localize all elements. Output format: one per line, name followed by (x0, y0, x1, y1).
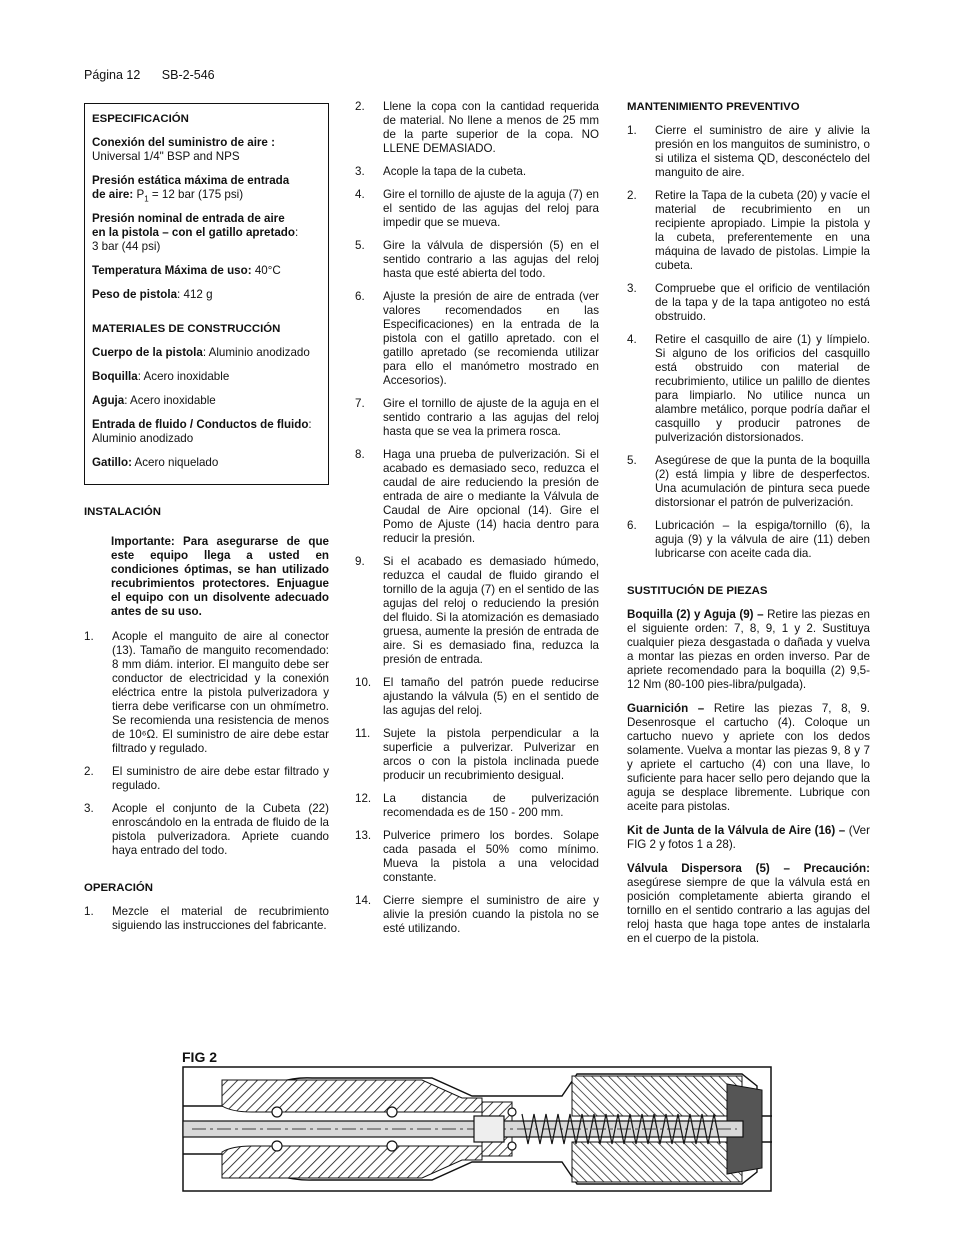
list-item (355, 727, 599, 783)
list-item-number: 5. (627, 454, 637, 467)
spec-static-pressure: Presión estática máxima de entrada de aire: $P_1 = 12$ bar (175 psi) (92, 174, 290, 204)
list-item-text: Asegúrese de que la punta de la boquilla (2) está limpia y libre de desperfectos. Una acumulación de pintura seca puede distorsionar el patrón de pulverización. (655, 454, 870, 509)
list-item-number: 1. (627, 124, 637, 137)
figure-title: FIG 2 (182, 1049, 218, 1065)
list-item (627, 454, 870, 510)
list-item (627, 519, 870, 561)
maintenance-title: MANTENIMIENTO PREVENTIVO (627, 101, 800, 113)
list-item (355, 555, 599, 667)
list-item-text: Retire el casquillo de aire (1) y límpielo. Si alguno de los orificios del casquillo está obstruido con material de recubrimiento, utilice un palillo de dientes para limpiarlo. No utilice nunca un alambre metálico, porque podría dañar el casquillo y producir patrones de pulverización distorsionados. (655, 333, 870, 444)
list-item (355, 448, 599, 546)
operation-steps-part2 (355, 100, 599, 936)
list-item-number: 6. (627, 519, 637, 532)
list-item-number: 2. (84, 765, 94, 778)
list-item-number: 2. (627, 189, 637, 202)
installation-title: INSTALACIÓN (84, 506, 161, 518)
replacement-air-valve-kit: Kit de Junta de la Válvula de Aire (16) – (Ver FIG 2 y fotos 1 a 28). (627, 824, 870, 851)
installation-important-note: Importante: Para asegurarse de que este equipo llega a usted en condiciones óptimas, se han utilizado recubrimientos protectores. Enjuague el equipo con un disolvente adecuado antes de su uso. (111, 535, 329, 618)
list-item-text: Gire la válvula de dispersión (5) en el sentido contrario a las agujas del reloj hasta que esté abierta del todo. (383, 239, 599, 280)
page-number: Página 12 (84, 68, 141, 82)
list-item-number: 14. (355, 894, 372, 907)
list-item-text: Lubricación – la espiga/tornillo (6), la aguja (9) y la válvula de aire (11) deben lubricarse con aceite cada dia. (655, 519, 870, 560)
list-item-number: 3. (84, 802, 94, 815)
spray-gun-cross-section-figure (182, 1066, 772, 1192)
list-item-text: Cierre siempre el suministro de aire y alivie la presión cuando la pistola no se esté utilizando. (383, 894, 599, 935)
document-code: SB-2-546 (161, 68, 215, 82)
page-header (84, 68, 233, 82)
list-item-number: 4. (355, 188, 365, 201)
list-item (355, 397, 599, 439)
list-item (84, 765, 329, 793)
list-item-number: 3. (627, 282, 637, 295)
list-item (355, 290, 599, 388)
list-item-text: Acople el manguito de aire al conector (13). Tamaño de manguito recomendado: 8 mm diám. interior. El manguito debe ser conductor de electricidad y la conexión eléctrica entre la pistola pulverizadora y tierra debe verificarse con un ohmímetro. Se recomienda una resistencia de menos de 10⁶Ω. El suministro de aire debe estar filtrado y regulado. (112, 630, 329, 755)
replacement-spreader-valve: Válvula Dispersora (5) – Precaución: asegúrese siempre de que la válvula está en posición completamente abierta girando el tornillo en el sentido contrario a las agujas del reloj hasta que haga tope antes de instalarla en el cuerpo de la pistola. (627, 862, 870, 945)
list-item-number: 13. (355, 829, 372, 842)
list-item-number: 1. (84, 630, 94, 643)
list-item-text: La distancia de pulverización recomendada es de 150 - 200 mm. (383, 792, 599, 819)
list-item-text: El tamaño del patrón puede reducirse ajustando la válvula (5) en el sentido de las agujas del reloj. (383, 676, 599, 717)
list-item (355, 100, 599, 156)
list-item-text: Si el acabado es demasiado húmedo, reduzca el caudal de fluido girando el tornillo de la aguja (7) en el sentido de las agujas del reloj o reduciendo la presión del fluido. Si la atomización es demasiado gruesa, aumente la presión de entrada de aire. Si es demasiado fina, reduzca la presión de entrada. (383, 555, 599, 666)
list-item-text: Retire la Tapa de la cubeta (20) y vacíe el material de recubrimiento en un recipiente apropiado. Limpie la pistola y la cubeta, preferentemente en una máquina de lavado de pistolas. Limpie la cubeta. (655, 189, 870, 272)
list-item-text: Acople el conjunto de la Cubeta (22) enroscándolo en la entrada de fluido de la pistola pulverizadora. Apriete cuando haya entrado del todo. (112, 802, 329, 857)
spec-weight: Peso de pistola: 412 g (92, 288, 213, 301)
list-item-number: 8. (355, 448, 365, 461)
list-item (355, 676, 599, 718)
operation-title: OPERACIÓN (84, 882, 153, 894)
maintenance-steps (627, 124, 870, 561)
spec-temperature: Temperatura Máxima de uso: 40°C (92, 264, 281, 277)
list-item-text: Gire el tornillo de ajuste de la aguja (7) en el sentido de las agujas del reloj para impedir que se mueva. (383, 188, 599, 229)
spec-title: ESPECIFICACIÓN (92, 113, 189, 125)
materials-title: MATERIALES DE CONSTRUCCIÓN (92, 323, 281, 335)
list-item-number: 6. (355, 290, 365, 303)
list-item (355, 239, 599, 281)
list-item (84, 905, 329, 933)
list-item-number: 5. (355, 239, 365, 252)
material-needle: Aguja: Acero inoxidable (92, 394, 216, 407)
list-item-number: 7. (355, 397, 365, 410)
list-item (627, 189, 870, 273)
list-item-text: Haga una prueba de pulverización. Si el acabado es demasiado seco, reduzca el caudal de aire reduciendo la presión de entrada de aire o mediante la Válvula de Caudal de Aire opcional (14). Gire el Pomo de Ajuste (14) hacia dentro para reducir la presión. (383, 448, 599, 545)
operation-steps-part1 (84, 905, 329, 933)
spec-nominal-pressure: Presión nominal de entrada de aire en la pistola – con el gatillo apretado: 3 bar (44 psi) (92, 212, 299, 253)
list-item-text: Pulverice primero los bordes. Solape cada pasada el 50% como mínimo. Mueva la pistola a una velocidad constante. (383, 829, 599, 884)
list-item (355, 829, 599, 885)
list-item (84, 630, 329, 756)
list-item-number: 1. (84, 905, 94, 918)
list-item-text: Gire el tornillo de ajuste de la aguja en el sentido contrario a las agujas del reloj hasta que se vea la primera rosca. (383, 397, 599, 438)
replacement-packing: Guarnición – Retire las piezas 7, 8, 9. Desenrosque el cartucho (4). Coloque un cartucho nuevo y apriete con los dedos solamente. Vuelva a montar las piezas 9, 8 y 7 y apriete el cartucho (4) con una llave, lo suficiente para hacer sello pero dejando que la aguja se desplace libremente. Lubrique con aceite para pistolas. (627, 702, 870, 813)
replacement-nozzle-needle: Boquilla (2) y Aguja (9) – Retire las piezas en el siguiente orden: 7, 8, 9, 1 y 2. Sustituya cualquier pieza desgastada o dañada y vuelva a montar las piezas en orden inverso. Par de apriete recomendado para la boquilla (2) 9,5-12 Nm (80-100 pies-libra/pulgada). (627, 608, 870, 691)
installation-steps (84, 630, 329, 858)
list-item (84, 802, 329, 858)
column-left (84, 100, 329, 942)
list-item-number: 4. (627, 333, 637, 346)
list-item-number: 3. (355, 165, 365, 178)
list-item (355, 792, 599, 820)
list-item-number: 9. (355, 555, 365, 568)
replacement-title: SUSTITUCIÓN DE PIEZAS (627, 585, 768, 597)
material-body: Cuerpo de la pistola: Aluminio anodizado (92, 346, 310, 359)
list-item (355, 894, 599, 936)
list-item-text: Compruebe que el orificio de ventilación de la tapa y de la tapa antigoteo no está obstruido. (655, 282, 870, 323)
list-item (627, 282, 870, 324)
list-item-number: 11. (355, 727, 371, 740)
column-middle (355, 100, 599, 945)
material-nozzle: Boquilla: Acero inoxidable (92, 370, 230, 383)
list-item (355, 188, 599, 230)
material-fluid: Entrada de fluido / Conductos de fluido: Aluminio anodizado (92, 418, 312, 445)
list-item-number: 10. (355, 676, 372, 689)
list-item-number: 12. (355, 792, 372, 805)
list-item-text: Mezcle el material de recubrimiento siguiendo las instrucciones del fabricante. (112, 905, 329, 932)
list-item-text: El suministro de aire debe estar filtrado y regulado. (112, 765, 329, 792)
list-item (627, 124, 870, 180)
list-item-text: Llene la copa con la cantidad requerida de material. No llene a menos de 25 mm de la parte superior de la copa. NO LLENE DEMASIADO. (383, 100, 599, 155)
material-trigger: Gatillo: Acero niquelado (92, 456, 219, 469)
list-item-text: Cierre el suministro de aire y alivie la presión en los manguitos de suministro, o si utiliza el sistema QD, desconéctelo del manguito de aire. (655, 124, 870, 179)
list-item-text: Sujete la pistola perpendicular a la superficie a pulverizar. Pulverizar en arcos o con la pistola inclinada puede producir un recubrimiento desigual. (383, 727, 599, 782)
list-item (627, 333, 870, 445)
spec-connection: Conexión del suministro de aire : Universal 1/4" BSP and NPS (92, 136, 275, 163)
specification-box (84, 103, 329, 485)
list-item-text: Ajuste la presión de aire de entrada (ver valores recomendados en las Especificaciones) en la entrada de la pistola con el gatillo apretado. con el gatillo apretado (se recomienda utilizar para ello el manómetro mostrado en Accesorios). (383, 290, 599, 387)
list-item-number: 2. (355, 100, 365, 113)
column-right (627, 100, 870, 956)
list-item (355, 165, 599, 179)
list-item-text: Acople la tapa de la cubeta. (383, 165, 527, 178)
